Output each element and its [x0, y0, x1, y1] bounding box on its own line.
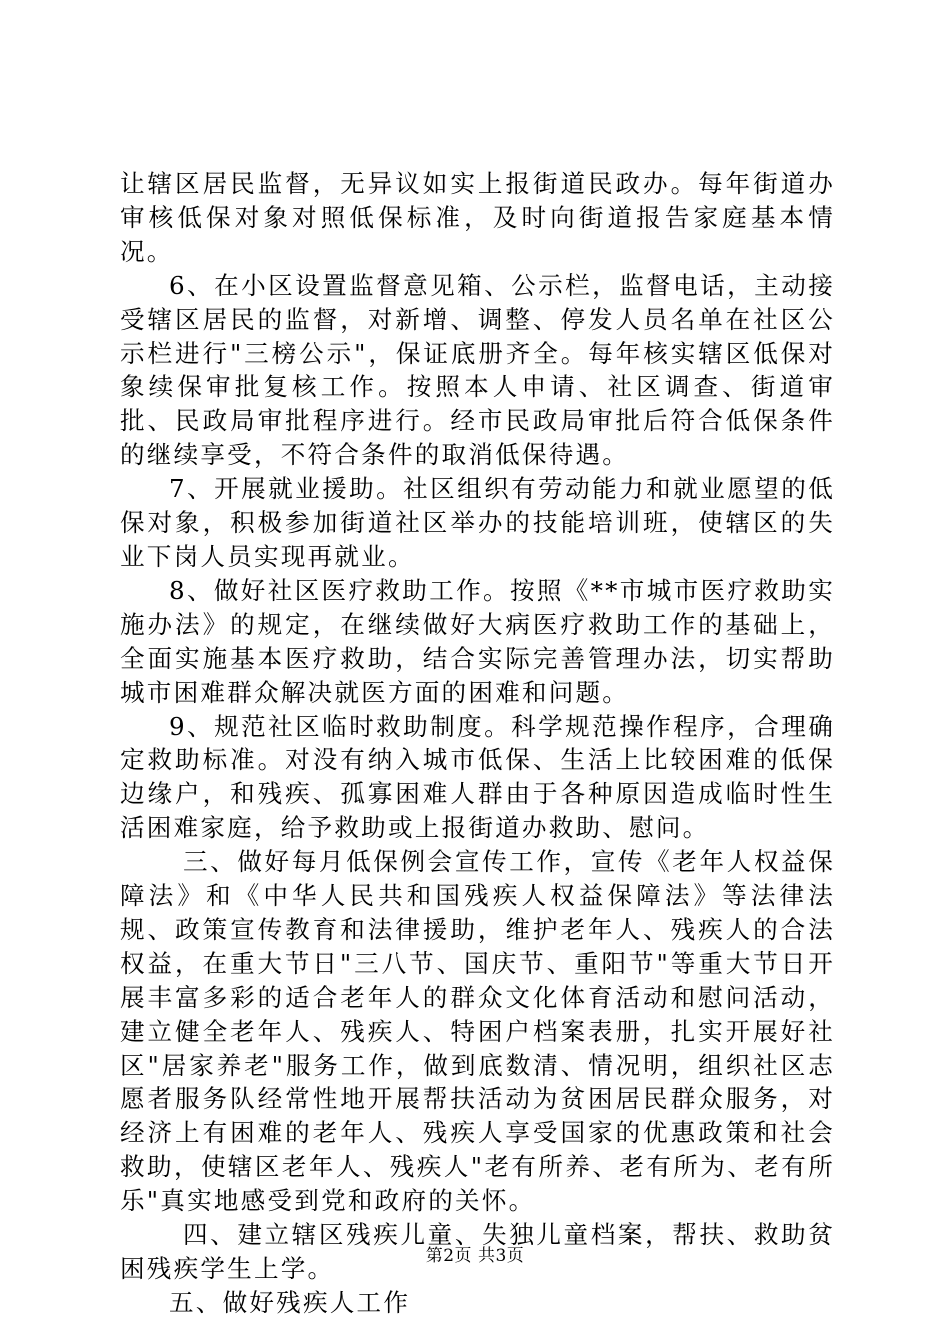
- page-footer: [0, 1245, 950, 1267]
- paragraph-section-4: 四、建立辖区残疾儿童、失独儿童档案，帮扶、救助贫困残疾学生上学。: [120, 1220, 835, 1283]
- paragraph-item-6: 6、在小区设置监督意见箱、公示栏，监督电话，主动接受辖区居民的监督，对新增、调整、停发人员名单在社区公示栏进行"三榜公示"，保证底册齐全。每年核实辖区低保对象续保审批复核工作。按照本人申请、社区调查、街道审批、民政局审批程序进行。经市民政局审批后符合低保条件的继续享受，不符合条件的取消低保待遇。: [120, 270, 835, 470]
- paragraph-section-3: 三、做好每月低保例会宣传工作，宣传《老年人权益保障法》和《中华人民共和国残疾人权益保障法》等法律法规、政策宣传教育和法律援助，维护老年人、残疾人的合法权益，在重大节日"三八节、国庆节、重阳节"等重大节日开展丰富多彩的适合老年人的群众文化体育活动和慰问活动，建立健全老年人、残疾人、特困户档案表册，扎实开展好社区"居家养老"服务工作，做到底数清、情况明，组织社区志愿者服务队经常性地开展帮扶活动为贫困居民群众服务，对经济上有困难的老年人、残疾人享受国家的优惠政策和社会救助，使辖区老年人、残疾人"老有所养、老有所为、老有所乐"真实地感受到党和政府的关怀。: [120, 847, 835, 1216]
- page-number-label: 第2页 共3页: [425, 1246, 525, 1266]
- paragraph-item-8: 8、做好社区医疗救助工作。按照《**市城市医疗救助实施办法》的规定，在继续做好大病医疗救助工作的基础上，全面实施基本医疗救助，结合实际完善管理办法，切实帮助城市困难群众解决就医方面的困难和问题。: [120, 575, 835, 707]
- document-body: [120, 167, 835, 1320]
- paragraph-item-7: 7、开展就业援助。社区组织有劳动能力和就业愿望的低保对象，积极参加街道社区举办的技能培训班，使辖区的失业下岗人员实现再就业。: [120, 474, 835, 571]
- paragraph-section-5: 五、做好残疾人工作: [169, 1287, 411, 1317]
- paragraph-continuation: 让辖区居民监督，无异议如实上报街道民政办。每年街道办审核低保对象对照低保标准，及时向街道报告家庭基本情况。: [120, 169, 835, 266]
- paragraph-item-9: 9、规范社区临时救助制度。科学规范操作程序，合理确定救助标准。对没有纳入城市低保、生活上比较困难的低保边缘户，和残疾、孤寡困难人群由于各种原因造成临时性生活困难家庭，给予救助或上报街道办救助、慰问。: [120, 711, 835, 843]
